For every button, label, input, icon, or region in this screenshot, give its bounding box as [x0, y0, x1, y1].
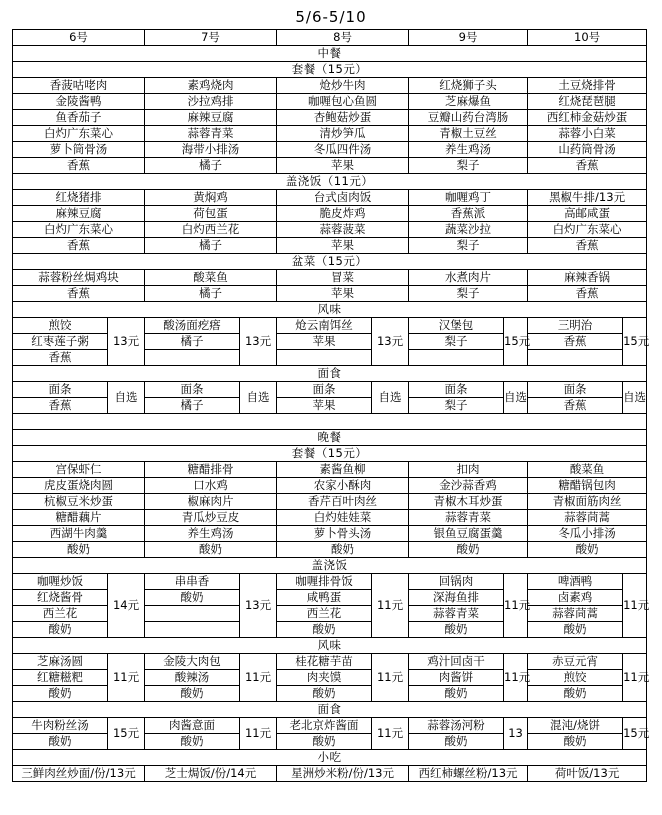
- menu-item: 酸奶: [528, 686, 623, 702]
- menu-item: 沙拉鸡排: [145, 94, 277, 110]
- menu-item: 咖喱炒饭: [13, 574, 108, 590]
- table-row: [13, 46, 647, 62]
- menu-item: 麻辣香锅: [528, 270, 647, 286]
- menu-item: [145, 350, 240, 366]
- menu-item: [145, 606, 240, 622]
- table-row: [13, 190, 647, 206]
- table-row: [13, 94, 647, 110]
- menu-item: 酸奶: [277, 686, 372, 702]
- table-row: [13, 638, 647, 654]
- menu-item: 面条: [409, 382, 504, 398]
- menu-item: 橘子: [145, 334, 240, 350]
- day-header: 8号: [277, 30, 409, 46]
- menu-item: 香蕉: [13, 238, 145, 254]
- price-cell: 15元: [623, 718, 647, 750]
- price-cell: 11元: [240, 718, 277, 750]
- menu-item: 面条: [145, 382, 240, 398]
- menu-item: 香蕉: [528, 238, 647, 254]
- menu-item: 青椒木耳炒蛋: [409, 494, 528, 510]
- lunch-rice-label: 盖浇饭（11元）: [13, 174, 647, 190]
- table-row: [13, 366, 647, 382]
- section-lunch: 中餐: [13, 46, 647, 62]
- day-header: 6号: [13, 30, 145, 46]
- snack-item: 芝士焗饭/份/14元: [145, 766, 277, 782]
- price-cell: 自选: [504, 382, 528, 414]
- menu-item: 酸奶: [145, 686, 240, 702]
- menu-item: 黑椒牛排/13元: [528, 190, 647, 206]
- menu-item: 啤酒鸭: [528, 574, 623, 590]
- menu-item: 农家小酥肉: [277, 478, 409, 494]
- menu-item: 面条: [277, 382, 372, 398]
- menu-item: 香蕉派: [409, 206, 528, 222]
- section-snacks: 小吃: [13, 750, 647, 766]
- menu-item: 香芹百叶肉丝: [277, 494, 409, 510]
- table-row: [13, 222, 647, 238]
- menu-item: 三明治: [528, 318, 623, 334]
- menu-item: 串串香: [145, 574, 240, 590]
- menu-item: 红糖糍粑: [13, 670, 108, 686]
- menu-item: 香蕉: [528, 286, 647, 302]
- table-row: [13, 542, 647, 558]
- menu-item: 养生鸡汤: [145, 526, 277, 542]
- price-cell: 13元: [240, 318, 277, 366]
- snack-item: 西红柿螺丝粉/13元: [409, 766, 528, 782]
- menu-item: 台式卤肉饭: [277, 190, 409, 206]
- table-row: [13, 750, 647, 766]
- menu-item: 脆皮炸鸡: [277, 206, 409, 222]
- menu-item: 红烧酱骨: [13, 590, 108, 606]
- menu-item: 萝卜筒骨汤: [13, 142, 145, 158]
- menu-item: 汉堡包: [409, 318, 504, 334]
- menu-item: 梨子: [409, 238, 528, 254]
- menu-item: 酸奶: [13, 734, 108, 750]
- table-row: [13, 558, 647, 574]
- menu-item: 酸辣汤: [145, 670, 240, 686]
- menu-item: 金沙蒜香鸡: [409, 478, 528, 494]
- dinner-rice-label: 盖浇饭: [13, 558, 647, 574]
- table-row: [13, 126, 647, 142]
- price-cell: 11元: [372, 574, 409, 638]
- menu-item: 橘子: [145, 398, 240, 414]
- table-row: [13, 206, 647, 222]
- menu-item: 橘子: [145, 238, 277, 254]
- price-cell: 11元: [504, 574, 528, 638]
- menu-grid: [12, 29, 650, 782]
- menu-item: 蒜蓉菠菜: [277, 222, 409, 238]
- menu-item: 回锅肉: [409, 574, 504, 590]
- menu-item: 咖喱包心鱼圆: [277, 94, 409, 110]
- menu-item: 咸鸭蛋: [277, 590, 372, 606]
- menu-item: 咖喱排骨饭: [277, 574, 372, 590]
- menu-item: 牛肉粉丝汤: [13, 718, 108, 734]
- lunch-noodle-label: 面食: [13, 366, 647, 382]
- menu-item: 土豆烧排骨: [528, 78, 647, 94]
- menu-item: 鱼香茄子: [13, 110, 145, 126]
- menu-item: [528, 350, 623, 366]
- price-cell: 15元: [623, 318, 647, 366]
- menu-item: 酸菜鱼: [528, 462, 647, 478]
- menu-item: [277, 350, 372, 366]
- menu-item: 口水鸡: [145, 478, 277, 494]
- menu-item: 混沌/烧饼: [528, 718, 623, 734]
- table-row: [13, 174, 647, 190]
- menu-item: 肉酱饼: [409, 670, 504, 686]
- menu-item: 蔬菜沙拉: [409, 222, 528, 238]
- menu-item: 海带小排汤: [145, 142, 277, 158]
- menu-item: 银鱼豆腐蛋羹: [409, 526, 528, 542]
- menu-item: 酸奶: [528, 622, 623, 638]
- menu-item: 青椒面筋肉丝: [528, 494, 647, 510]
- price-cell: 自选: [240, 382, 277, 414]
- lunch-set-label: 套餐（15元）: [13, 62, 647, 78]
- menu-item: 蒜蓉茼蒿: [528, 510, 647, 526]
- menu-item: 酸奶: [145, 590, 240, 606]
- table-row: [13, 654, 647, 670]
- menu-item: 香蕉: [13, 286, 145, 302]
- menu-item: 麻辣豆腐: [145, 110, 277, 126]
- price-cell: 11元: [504, 654, 528, 702]
- menu-item: 香蕉: [13, 158, 145, 174]
- menu-item: 香蕉: [528, 398, 623, 414]
- menu-item: 冬瓜小排汤: [528, 526, 647, 542]
- table-row: [13, 702, 647, 718]
- menu-item: 冬瓜四件汤: [277, 142, 409, 158]
- menu-item: 煎饺: [528, 670, 623, 686]
- menu-item: 青椒土豆丝: [409, 126, 528, 142]
- menu-item: 白灼西兰花: [145, 222, 277, 238]
- menu-item: 面条: [528, 382, 623, 398]
- snack-item: 三鲜肉丝炒面/份/13元: [13, 766, 145, 782]
- day-header: 9号: [409, 30, 528, 46]
- menu-item: 梨子: [409, 334, 504, 350]
- dinner-noodle-label: 面食: [13, 702, 647, 718]
- price-cell: 自选: [372, 382, 409, 414]
- menu-item: 水煮肉片: [409, 270, 528, 286]
- menu-item: 蒜蓉青菜: [145, 126, 277, 142]
- menu-item: 素鸡烧肉: [145, 78, 277, 94]
- price-cell: 14元: [108, 574, 145, 638]
- menu-item: 苹果: [277, 334, 372, 350]
- menu-item: 芝麻汤圆: [13, 654, 108, 670]
- menu-item: 山药筒骨汤: [528, 142, 647, 158]
- menu-item: 白灼娃娃菜: [277, 510, 409, 526]
- table-row: [13, 286, 647, 302]
- menu-item: 梨子: [409, 158, 528, 174]
- menu-item: 豆瓣山药台湾肠: [409, 110, 528, 126]
- menu-item: 芝麻爆鱼: [409, 94, 528, 110]
- day-header: 10号: [528, 30, 647, 46]
- table-row: [13, 414, 647, 430]
- menu-item: 西湖牛肉羹: [13, 526, 145, 542]
- menu-item: 蒜蓉小白菜: [528, 126, 647, 142]
- menu-item: 糖醋排骨: [145, 462, 277, 478]
- table-row: [13, 718, 647, 734]
- menu-item: 酸汤面疙瘩: [145, 318, 240, 334]
- menu-item: 椒麻肉片: [145, 494, 277, 510]
- menu-item: 冒菜: [277, 270, 409, 286]
- table-row: [13, 318, 647, 334]
- price-cell: 自选: [108, 382, 145, 414]
- menu-item: 蒜蓉茼蒿: [528, 606, 623, 622]
- menu-item: 酸奶: [277, 734, 372, 750]
- menu-item: 西兰花: [277, 606, 372, 622]
- page-title: 5/6-5/10: [295, 8, 367, 26]
- menu-item: 酸奶: [277, 622, 372, 638]
- menu-item: [145, 622, 240, 638]
- snack-item: 星洲炒米粉/份/13元: [277, 766, 409, 782]
- menu-item: 酸奶: [409, 686, 504, 702]
- table-row: [13, 30, 647, 46]
- menu-item: 糖醋藕片: [13, 510, 145, 526]
- day-header: 7号: [145, 30, 277, 46]
- menu-item: 蒜蓉粉丝焗鸡块: [13, 270, 145, 286]
- menu-item: 高邮咸蛋: [528, 206, 647, 222]
- menu-item: 青瓜炒豆皮: [145, 510, 277, 526]
- menu-item: 酸奶: [145, 734, 240, 750]
- table-row: [13, 462, 647, 478]
- menu-item: 麻辣豆腐: [13, 206, 145, 222]
- table-row: [13, 494, 647, 510]
- menu-item: 西红柿金菇炒蛋: [528, 110, 647, 126]
- menu-item: 苹果: [277, 158, 409, 174]
- menu-item: 杏鲍菇炒蛋: [277, 110, 409, 126]
- menu-item: 桂花糖芋苗: [277, 654, 372, 670]
- price-cell: 13元: [372, 318, 409, 366]
- table-row: [13, 766, 647, 782]
- menu-item: 面条: [13, 382, 108, 398]
- menu-item: 扣肉: [409, 462, 528, 478]
- table-row: [13, 510, 647, 526]
- menu-item: 蒜蓉青菜: [409, 510, 528, 526]
- menu-item: 红烧琵琶腿: [528, 94, 647, 110]
- menu-item: 素酱鱼柳: [277, 462, 409, 478]
- spacer-row: [13, 414, 647, 430]
- table-row: [13, 574, 647, 590]
- menu-item: 萝卜骨头汤: [277, 526, 409, 542]
- menu-item: 橘子: [145, 286, 277, 302]
- table-row: [13, 78, 647, 94]
- menu-item: 苹果: [277, 286, 409, 302]
- menu-item: 宫保虾仁: [13, 462, 145, 478]
- menu-item: 香菠咕咾肉: [13, 78, 145, 94]
- price-cell: 11元: [623, 654, 647, 702]
- table-row: [13, 62, 647, 78]
- table-row: [13, 382, 647, 398]
- menu-item: 糖醋锅包肉: [528, 478, 647, 494]
- table-row: [13, 302, 647, 318]
- menu-item: 白灼广东菜心: [13, 222, 145, 238]
- menu-item: 虎皮蛋烧肉圆: [13, 478, 145, 494]
- menu-item: 鸡汁回卤干: [409, 654, 504, 670]
- menu-item: 黄焖鸡: [145, 190, 277, 206]
- menu-item: 深海鱼排: [409, 590, 504, 606]
- menu-item: 煎饺: [13, 318, 108, 334]
- menu-item: 白灼广东菜心: [528, 222, 647, 238]
- menu-item: 香蕉: [528, 334, 623, 350]
- price-cell: 15元: [504, 318, 528, 366]
- menu-item: 卤素鸡: [528, 590, 623, 606]
- menu-item: 炝炒牛肉: [277, 78, 409, 94]
- menu-item: 酸奶: [13, 686, 108, 702]
- menu-item: 蒜蓉青菜: [409, 606, 504, 622]
- lunch-bowl-label: 盆菜（15元）: [13, 254, 647, 270]
- menu-item: 香蕉: [528, 158, 647, 174]
- dinner-flavor-label: 风味: [13, 638, 647, 654]
- menu-item: 白灼广东菜心: [13, 126, 145, 142]
- table-row: [13, 526, 647, 542]
- menu-item: 酸奶: [528, 734, 623, 750]
- menu-item: 苹果: [277, 238, 409, 254]
- menu-item: 香蕉: [13, 398, 108, 414]
- menu-item: 红烧狮子头: [409, 78, 528, 94]
- menu-item: 荷包蛋: [145, 206, 277, 222]
- menu-item: 酸奶: [145, 542, 277, 558]
- menu-item: 香蕉: [13, 350, 108, 366]
- dinner-set-label: 套餐（15元）: [13, 446, 647, 462]
- snack-item: 荷叶饭/13元: [528, 766, 647, 782]
- menu-item: 咖喱鸡丁: [409, 190, 528, 206]
- price-cell: 11元: [623, 574, 647, 638]
- menu-item: 橘子: [145, 158, 277, 174]
- table-row: [13, 238, 647, 254]
- menu-item: 酸奶: [409, 622, 504, 638]
- menu-item: 赤豆元宵: [528, 654, 623, 670]
- menu-item: 梨子: [409, 398, 504, 414]
- menu-item: [409, 350, 504, 366]
- menu-item: 酸奶: [13, 622, 108, 638]
- price-cell: 11元: [240, 654, 277, 702]
- table-row: [13, 430, 647, 446]
- menu-table: [12, 29, 650, 782]
- price-cell: 13: [504, 718, 528, 750]
- menu-item: 金陵大肉包: [145, 654, 240, 670]
- table-row: [13, 478, 647, 494]
- table-row: [13, 270, 647, 286]
- menu-item: 肉夹馍: [277, 670, 372, 686]
- price-cell: 13元: [108, 318, 145, 366]
- menu-item: 酸奶: [277, 542, 409, 558]
- menu-item: 梨子: [409, 286, 528, 302]
- table-row: [13, 158, 647, 174]
- price-cell: 15元: [108, 718, 145, 750]
- menu-item: 西兰花: [13, 606, 108, 622]
- menu-item: 炝云南饵丝: [277, 318, 372, 334]
- menu-item: 酸奶: [409, 542, 528, 558]
- price-cell: 自选: [623, 382, 647, 414]
- price-cell: 13元: [240, 574, 277, 638]
- menu-item: 酸菜鱼: [145, 270, 277, 286]
- menu-item: 酸奶: [528, 542, 647, 558]
- menu-item: 红枣莲子粥: [13, 334, 108, 350]
- menu-item: 苹果: [277, 398, 372, 414]
- menu-item: 酸奶: [13, 542, 145, 558]
- table-row: [13, 446, 647, 462]
- menu-item: 清炒笋瓜: [277, 126, 409, 142]
- menu-item: 红烧猪排: [13, 190, 145, 206]
- menu-item: 酸奶: [409, 734, 504, 750]
- lunch-flavor-label: 风味: [13, 302, 647, 318]
- menu-item: 金陵酱鸭: [13, 94, 145, 110]
- price-cell: 11元: [372, 654, 409, 702]
- table-row: [13, 142, 647, 158]
- price-cell: 11元: [372, 718, 409, 750]
- menu-item: 肉酱意面: [145, 718, 240, 734]
- menu-item: 老北京炸酱面: [277, 718, 372, 734]
- table-row: [13, 110, 647, 126]
- menu-item: 杭椒豆米炒蛋: [13, 494, 145, 510]
- menu-item: 养生鸡汤: [409, 142, 528, 158]
- price-cell: 11元: [108, 654, 145, 702]
- menu-item: 蒜蓉汤河粉: [409, 718, 504, 734]
- table-row: [13, 254, 647, 270]
- section-dinner: 晚餐: [13, 430, 647, 446]
